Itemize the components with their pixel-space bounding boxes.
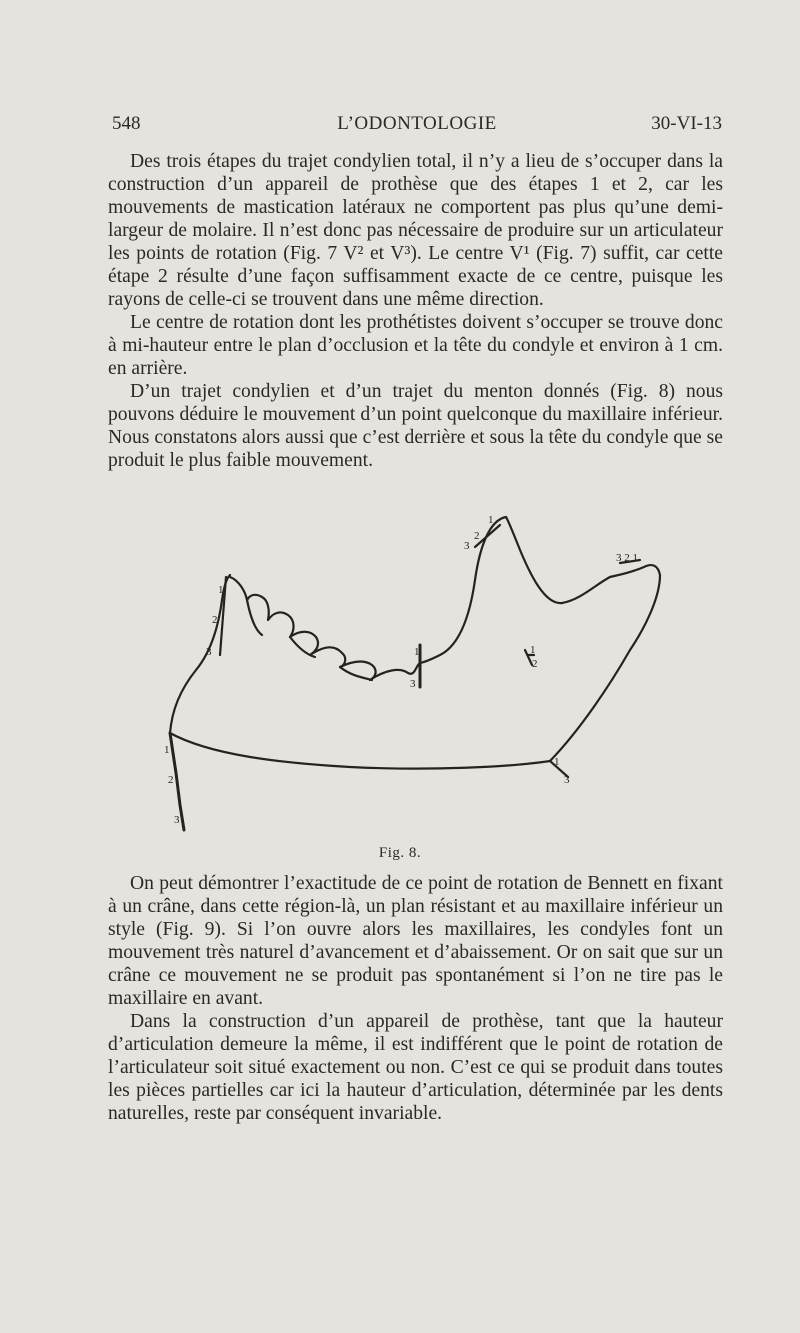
marker-label-2: 2 [168, 774, 174, 786]
coronoid-notch [506, 517, 610, 603]
figure-8-mandible-drawing [150, 505, 690, 840]
marker-label-1: 1 [554, 756, 560, 768]
teeth-row [230, 577, 420, 680]
marker-label-321: 3 2 1 [616, 552, 638, 564]
page-number: 548 [112, 113, 141, 134]
paragraph: D’un trajet condylien et d’un trajet du menton donnés (Fig. 8) nous pouvons déduire le mouvement d’un point quelconque du maxillaire inférieur. Nous constatons alors aussi que c’est derrière et sous la tête du condyle que se produit le plus faible mouvement. [108, 381, 723, 471]
marker-label-2: 2 [532, 658, 538, 670]
marker-label-1: 1 [164, 744, 170, 756]
body-text-bottom [108, 872, 723, 1125]
marker-label-3: 3 [464, 540, 470, 552]
marker-label-1: 1 [414, 646, 420, 658]
teeth-base [247, 600, 372, 680]
ramus-front [420, 517, 506, 663]
marker-label-3: 3 [410, 678, 416, 690]
mandible-line-drawing [150, 505, 690, 840]
issue-date: 30-VI-13 [651, 113, 722, 134]
marker-label-1: 1 [488, 514, 494, 526]
marker-label-1: 1 [218, 584, 224, 596]
jaw-lower-border [170, 733, 550, 769]
marker-label-2: 2 [212, 614, 218, 626]
marker-label-1: 1 [530, 644, 536, 656]
marker-label-3: 3 [564, 774, 570, 786]
body-text-top [108, 150, 723, 472]
marker-label-3: 3 [174, 814, 180, 826]
paragraph: Le centre de rotation dont les prothétistes doivent s’occuper se trouve donc à mi-hauteur entre le plan d’occlusion et la tête du condyle et environ à 1 cm. en arrière. [108, 312, 723, 379]
journal-title: L’ODONTOLOGIE [337, 113, 497, 134]
figure-caption: Fig. 8. [378, 845, 422, 861]
paragraph: On peut démontrer l’exactitude de ce point de rotation de Bennett en fixant à un crâne, dans cette région-là, un plan résistant et au maxillaire inférieur un style (Fig. 9). Si l’on ouvre alors les maxillaires, les condyles font un mouvement très naturel d’avancement et d’abaissement. Or on sait que sur un crâne ce mouvement ne se produit pas spontanément si l’on ne tire pas le maxillaire en avant. [108, 873, 723, 1009]
paragraph: Dans la construction d’un appareil de prothèse, tant que la hauteur d’articulation demeure la même, il est indifférent que le point de rotation de l’articulateur soit situé exactement ou non. C’est ce qui se produit dans toutes les pièces partielles car ici la hauteur d’articulation, déterminée par les dents naturelles, reste par conséquent invariable. [108, 1011, 723, 1124]
marker-label-3: 3 [206, 646, 212, 658]
paragraph: Des trois étapes du trajet condylien total, il n’y a lieu de s’occuper dans la construction d’un appareil de prothèse que des étapes 1 et 2, car les mouvements de mastication latéraux ne comportent pas plus qu’une demi-largeur de molaire. Il n’est donc pas nécessaire de produire sur un articulateur les points de rotation (Fig. 7 V² et V³). Le centre V¹ (Fig. 7) suffit, car cette étape 2 résulte d’une façon suffisamment exacte de ce centre, puisque les rayons de celle-ci se trouvent dans une même direction. [108, 151, 723, 310]
running-head [112, 113, 722, 143]
marker-label-2: 2 [474, 530, 480, 542]
ramus-back [550, 565, 660, 761]
